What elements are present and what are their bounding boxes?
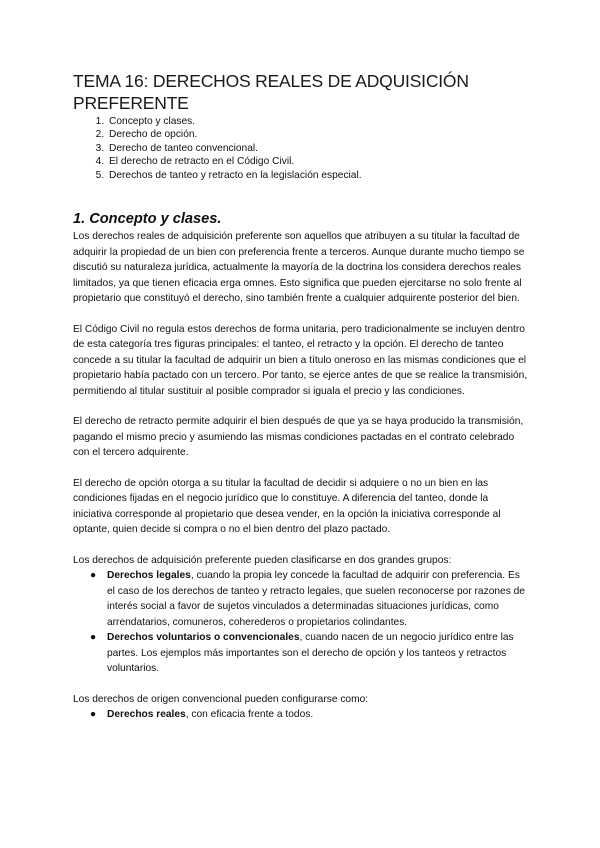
toc-item: 4. El derecho de retracto en el Código Civil.: [107, 155, 530, 168]
bullet-icon: ●: [90, 570, 97, 582]
paragraph-concepto: Los derechos reales de adquisición preferente son aquellos que atribuyen a su titular la facultad de adquirir la propiedad de un bien con preferencia frente a terceros. Aunque durante mucho tiempo se discutió su naturaleza jurídica, actualmente la mayoría de la doctrina los considera derechos reales limitados, ya que tienen eficacia erga omnes. Esto significa que pueden ejercitarse no solo frente al propietario que constituyó el derecho, sino también frente a cualquier adquirente posterior del bien.: [73, 231, 525, 305]
paragraph-retracto: El derecho de retracto permite adquirir el bien después de que ya se haya producido la transmisión, pagando el mismo precio y asumiendo las mismas condiciones pactadas en el contrato celebrado con el tercero adquirente.: [73, 416, 524, 459]
list-item-text: , cuando la propia ley concede la facultad de adquirir con preferencia. Es el caso de los derechos de tanteo y retracto legales, que suelen reconocerse por razones de interés social a favor de sujetos vinculados a determinadas situaciones jurídicas, como arrendatarios, comuneros, coherederos o propietarios colindantes.: [107, 570, 525, 628]
document-title: TEMA 16: DERECHOS REALES DE ADQUISICIÓN PREFERENTE: [73, 71, 469, 113]
list-item: [90, 568, 530, 630]
paragraph-configuracion: Los derechos de origen convencional pueden configurarse como:: [73, 693, 369, 705]
list-item-term: Derechos reales: [107, 709, 186, 721]
toc-item: 1. Concepto y clases.: [107, 115, 530, 128]
list-item-term: Derechos voluntarios o convencionales: [107, 632, 300, 644]
list-item-text: , cuando nacen de un negocio jurídico entre las partes. Los ejemplos más importantes son el derecho de opción y los tanteos y retractos voluntarios.: [107, 632, 514, 675]
toc-item: 2. Derecho de opción.: [107, 128, 530, 141]
bullet-icon: ●: [90, 709, 97, 721]
list-item-text: , con eficacia frente a todos.: [185, 709, 314, 721]
paragraph-codigo-civil: El Código Civil no regula estos derechos de forma unitaria, pero tradicionalmente se incluyen dentro de esta categoría tres figuras principales: el tanteo, el retracto y la opción. El derecho de tanteo concede a su titular la facultad de adquirir un bien a título oneroso en las mismas condiciones que el propietario había pactado con un tercero. Por tanto, se ejerce antes de que se realice la transmisión, permitiendo al titular sustituir al posible comprador si iguala el precio y las condiciones.: [73, 323, 528, 397]
list-item: [90, 630, 530, 677]
configuration-list: [73, 707, 530, 723]
toc-item: 3. Derecho de tanteo convencional.: [107, 142, 530, 155]
classification-list: [73, 568, 530, 677]
list-item: [90, 707, 530, 723]
toc-item: 5. Derechos de tanteo y retracto en la legislación especial.: [107, 169, 530, 182]
list-item-term: Derechos legales: [107, 570, 191, 582]
table-of-contents: [73, 115, 530, 182]
paragraph-opcion: El derecho de opción otorga a su titular la facultad de decidir si adquiere o no un bien en las condiciones fijadas en el negocio jurídico que lo constituye. A diferencia del tanteo, donde la iniciativa corresponde al propietario que desea vender, en la opción la iniciativa corresponde al optante, quien decide si compra o no el bien dentro del plazo pactado.: [73, 477, 501, 536]
paragraph-clasificacion: Los derechos de adquisición preferente pueden clasificarse en dos grandes grupos:: [73, 554, 452, 566]
section-heading: 1. Concepto y clases.: [73, 211, 222, 228]
bullet-icon: ●: [90, 632, 97, 644]
